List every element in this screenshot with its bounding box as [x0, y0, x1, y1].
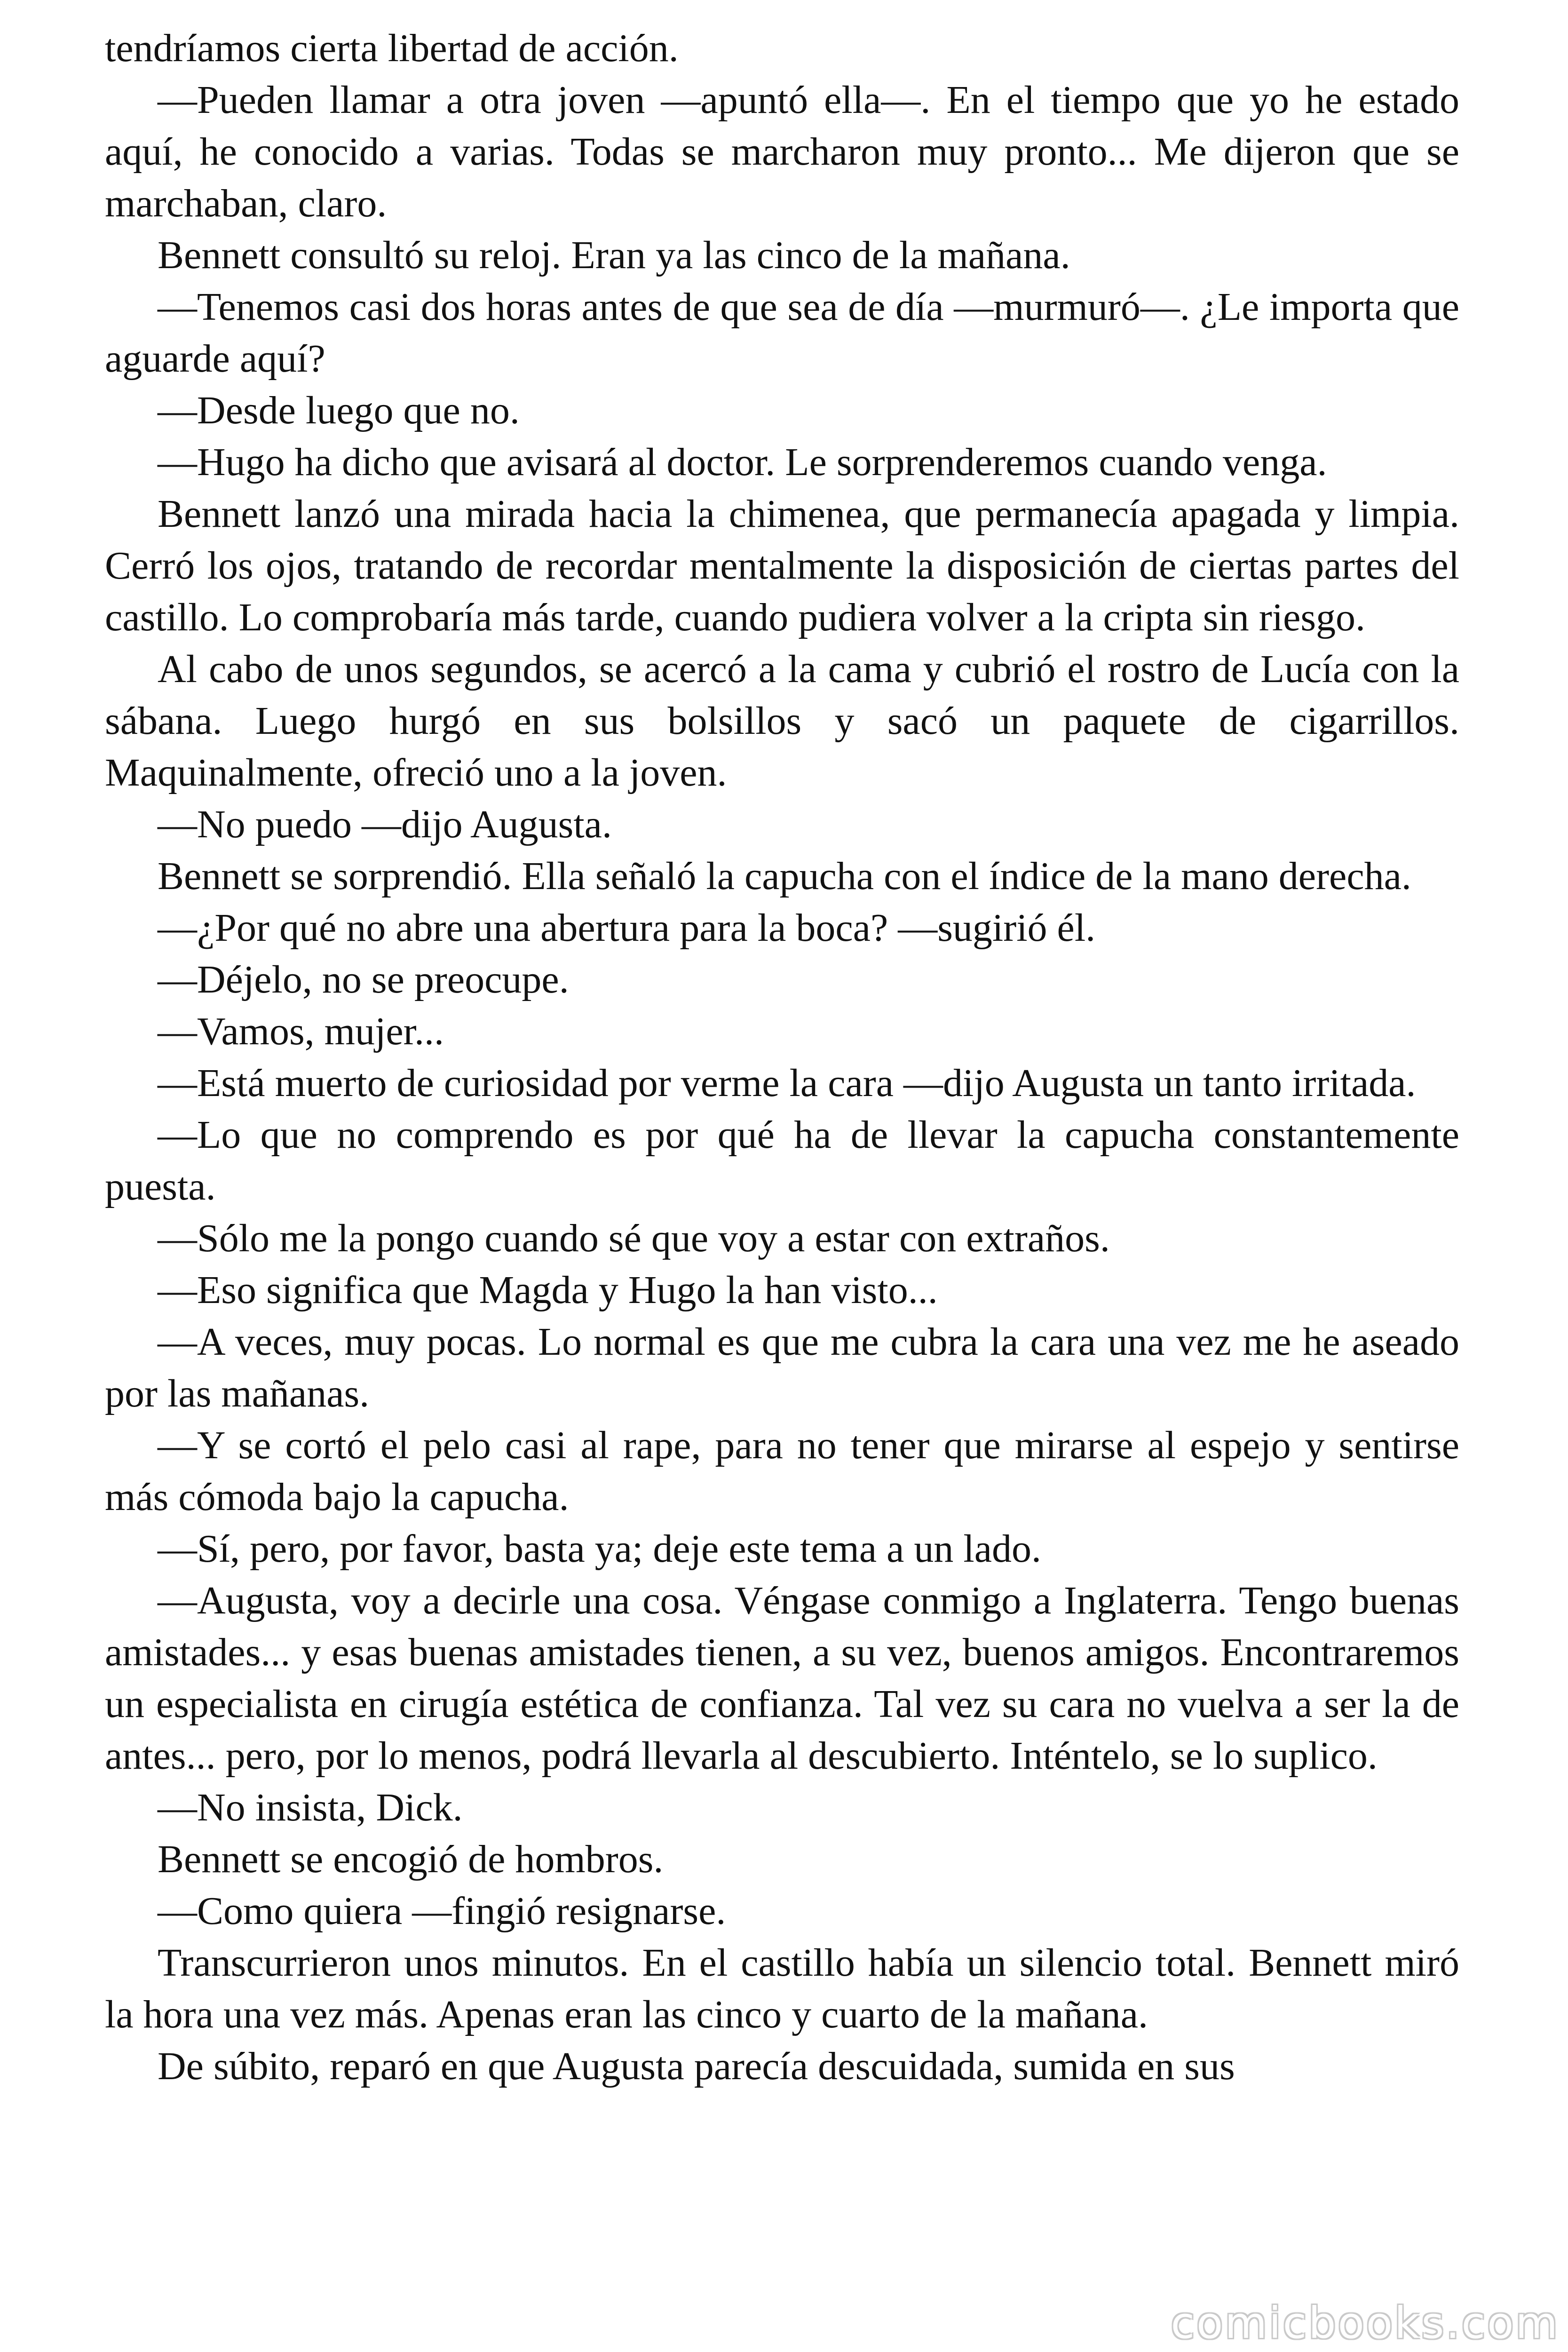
body-text	[105, 23, 1459, 2092]
paragraph: —Augusta, voy a decirle una cosa. Véngase conmigo a Inglaterra. Tengo buenas amistades... y esas buenas amistades tienen, a su vez, buenos amigos. Encontraremos un especialista en cirugía estética de confianza. Tal vez su cara no vuelva a ser la de antes... pero, por lo menos, podrá llevarla al descubierto. Inténtelo, se lo suplico.	[105, 1579, 1459, 1778]
paragraph: —A veces, muy pocas. Lo normal es que me cubra la cara una vez me he aseado por las mañanas.	[105, 1320, 1459, 1415]
paragraph: —Sólo me la pongo cuando sé que voy a estar con extraños.	[158, 1216, 1110, 1260]
paragraph: —Desde luego que no.	[158, 389, 520, 432]
paragraph: —Lo que no comprendo es por qué ha de llevar la capucha constantemente puesta.	[105, 1113, 1459, 1208]
paragraph: —Tenemos casi dos horas antes de que sea de día —murmuró—. ¿Le importa que aguarde aquí?	[105, 285, 1459, 381]
paragraph: Bennett consultó su reloj. Eran ya las cinco de la mañana.	[158, 233, 1070, 277]
paragraph: —¿Por qué no abre una abertura para la boca? —sugirió él.	[158, 906, 1096, 950]
paragraph: —Pueden llamar a otra joven —apuntó ella—. En el tiempo que yo he estado aquí, he conocido a varias. Todas se marcharon muy pronto... Me dijeron que se marchaban, claro.	[105, 78, 1459, 225]
paragraph: —No puedo —dijo Augusta.	[158, 803, 612, 846]
paragraph: —Como quiera —fingió resignarse.	[158, 1889, 726, 1933]
paragraph: —Y se cortó el pelo casi al rape, para no tener que mirarse al espejo y sentirse más cómoda bajo la capucha.	[105, 1423, 1459, 1519]
paragraph: De súbito, reparó en que Augusta parecía descuidada, sumida en sus	[158, 2044, 1235, 2088]
paragraph: —Vamos, mujer...	[158, 1009, 444, 1053]
paragraph: Transcurrieron unos minutos. En el castillo había un silencio total. Bennett miró la hora una vez más. Apenas eran las cinco y cuarto de la mañana.	[105, 1941, 1459, 2036]
paragraph: —Está muerto de curiosidad por verme la cara —dijo Augusta un tanto irritada.	[158, 1061, 1416, 1105]
paragraph: Bennett lanzó una mirada hacia la chimenea, que permanecía apagada y limpia. Cerró los ojos, tratando de recordar mentalmente la disposición de ciertas partes del castillo. Lo comprobaría más tarde, cuando pudiera volver a la cripta sin riesgo.	[105, 492, 1459, 639]
paragraph: —Sí, pero, por favor, basta ya; deje este tema a un lado.	[158, 1527, 1042, 1571]
paragraph: —Déjelo, no se preocupe.	[158, 958, 569, 1001]
paragraph: tendríamos cierta libertad de acción.	[105, 26, 679, 70]
paragraph: Bennett se sorprendió. Ella señaló la capucha con el índice de la mano derecha.	[158, 854, 1411, 898]
paragraph: —Hugo ha dicho que avisará al doctor. Le sorprenderemos cuando venga.	[158, 440, 1327, 484]
paragraph: —No insista, Dick.	[158, 1786, 463, 1829]
paragraph: —Eso significa que Magda y Hugo la han visto...	[158, 1268, 938, 1312]
watermark-logo: comicbooks.com	[1171, 2298, 1560, 2348]
paragraph: Bennett se encogió de hombros.	[158, 1837, 664, 1881]
paragraph: Al cabo de unos segundos, se acercó a la cama y cubrió el rostro de Lucía con la sábana. Luego hurgó en sus bolsillos y sacó un paquete de cigarrillos. Maquinalmente, ofreció uno a la joven.	[105, 647, 1459, 795]
